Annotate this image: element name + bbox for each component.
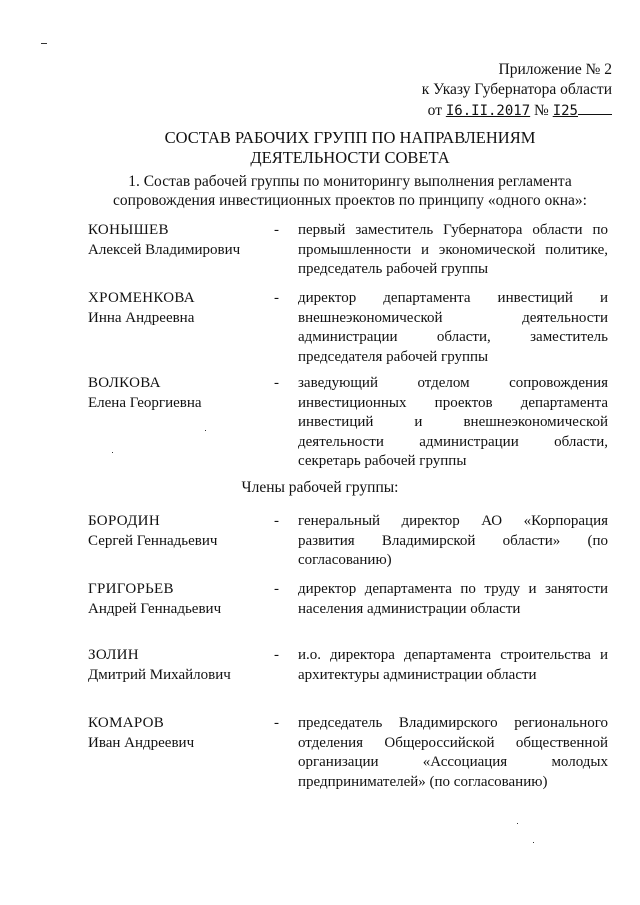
position-description: первый заместитель Губернатора области по промышленности и экономической политике, председатель рабочей группы bbox=[298, 222, 608, 277]
number-underline bbox=[578, 100, 612, 115]
person-name bbox=[88, 580, 273, 619]
surname: ГРИГОРЬЕВ bbox=[88, 581, 174, 597]
group-subtitle: 1. Состав рабочей группы по мониторингу выполнения регламента сопровождения инвестиционных проектов по принципу «одного окна»: bbox=[113, 173, 587, 209]
given-name: Дмитрий Михайлович bbox=[88, 666, 231, 683]
surname: КОНЫШЕВ bbox=[88, 222, 169, 238]
person-name bbox=[88, 374, 273, 413]
scan-mark bbox=[205, 430, 206, 431]
appendix-decree-ref: к Указу Губернатора области bbox=[421, 81, 612, 98]
given-name: Сергей Геннадьевич bbox=[88, 532, 218, 549]
dash-separator: - bbox=[274, 581, 279, 597]
scan-mark bbox=[112, 452, 113, 453]
document-title: СОСТАВ РАБОЧИХ ГРУПП ПО НАПРАВЛЕНИЯМ ДЕЯТЕЛЬНОСТИ СОВЕТА bbox=[164, 128, 536, 167]
surname: БОРОДИН bbox=[88, 513, 160, 529]
appendix-header bbox=[422, 60, 612, 121]
person-name bbox=[88, 289, 273, 328]
appendix-date-line bbox=[422, 100, 612, 121]
appendix-number: Приложение № 2 bbox=[498, 61, 612, 78]
given-name: Алексей Владимирович bbox=[88, 241, 241, 258]
dash-separator: - bbox=[274, 647, 279, 663]
scan-mark bbox=[41, 43, 47, 44]
position-description: генеральный директор АО «Корпорация развития Владимирской области» (по согласованию) bbox=[298, 513, 608, 568]
given-name: Андрей Геннадьевич bbox=[88, 600, 222, 617]
position-description: директор департамента инвестиций и внешнеэкономической деятельности администрации области, заместитель председателя рабочей группы bbox=[298, 290, 608, 365]
dash-separator: - bbox=[274, 715, 279, 731]
position-description: председатель Владимирского регионального отделения Общероссийской общественной организации «Ассоциация молодых предпринимателей» (по согласованию) bbox=[298, 715, 608, 790]
dash-separator: - bbox=[274, 290, 279, 306]
decree-number: I25 bbox=[552, 103, 578, 119]
dash-separator: - bbox=[274, 375, 279, 391]
scan-mark bbox=[517, 823, 518, 824]
surname: ХРОМЕНКОВА bbox=[88, 290, 195, 306]
decree-date: I6.II.2017 bbox=[445, 103, 531, 119]
given-name: Инна Андреевна bbox=[88, 309, 195, 326]
surname: КОМАРОВ bbox=[88, 715, 165, 731]
surname: ВОЛКОВА bbox=[88, 375, 161, 391]
person-name bbox=[88, 221, 273, 260]
position-description: и.о. директора департамента строительства и архитектуры администрации области bbox=[298, 647, 608, 683]
given-name: Елена Георгиевна bbox=[88, 394, 202, 411]
person-name bbox=[88, 512, 273, 551]
number-sign: № bbox=[534, 102, 549, 119]
date-prefix: от bbox=[427, 102, 442, 119]
position-description: директор департамента по труду и занятости населения администрации области bbox=[298, 581, 608, 617]
dash-separator: - bbox=[274, 513, 279, 529]
dash-separator: - bbox=[274, 222, 279, 238]
surname: ЗОЛИН bbox=[88, 647, 139, 663]
members-heading: Члены рабочей группы: bbox=[241, 479, 399, 496]
position-description: заведующий отделом сопровождения инвестиционных проектов департамента инвестиций и внешнеэкономической деятельности администрации области, секретарь рабочей группы bbox=[298, 375, 608, 469]
given-name: Иван Андреевич bbox=[88, 734, 195, 751]
person-name bbox=[88, 714, 273, 753]
person-name bbox=[88, 646, 273, 685]
scan-mark bbox=[533, 842, 534, 843]
